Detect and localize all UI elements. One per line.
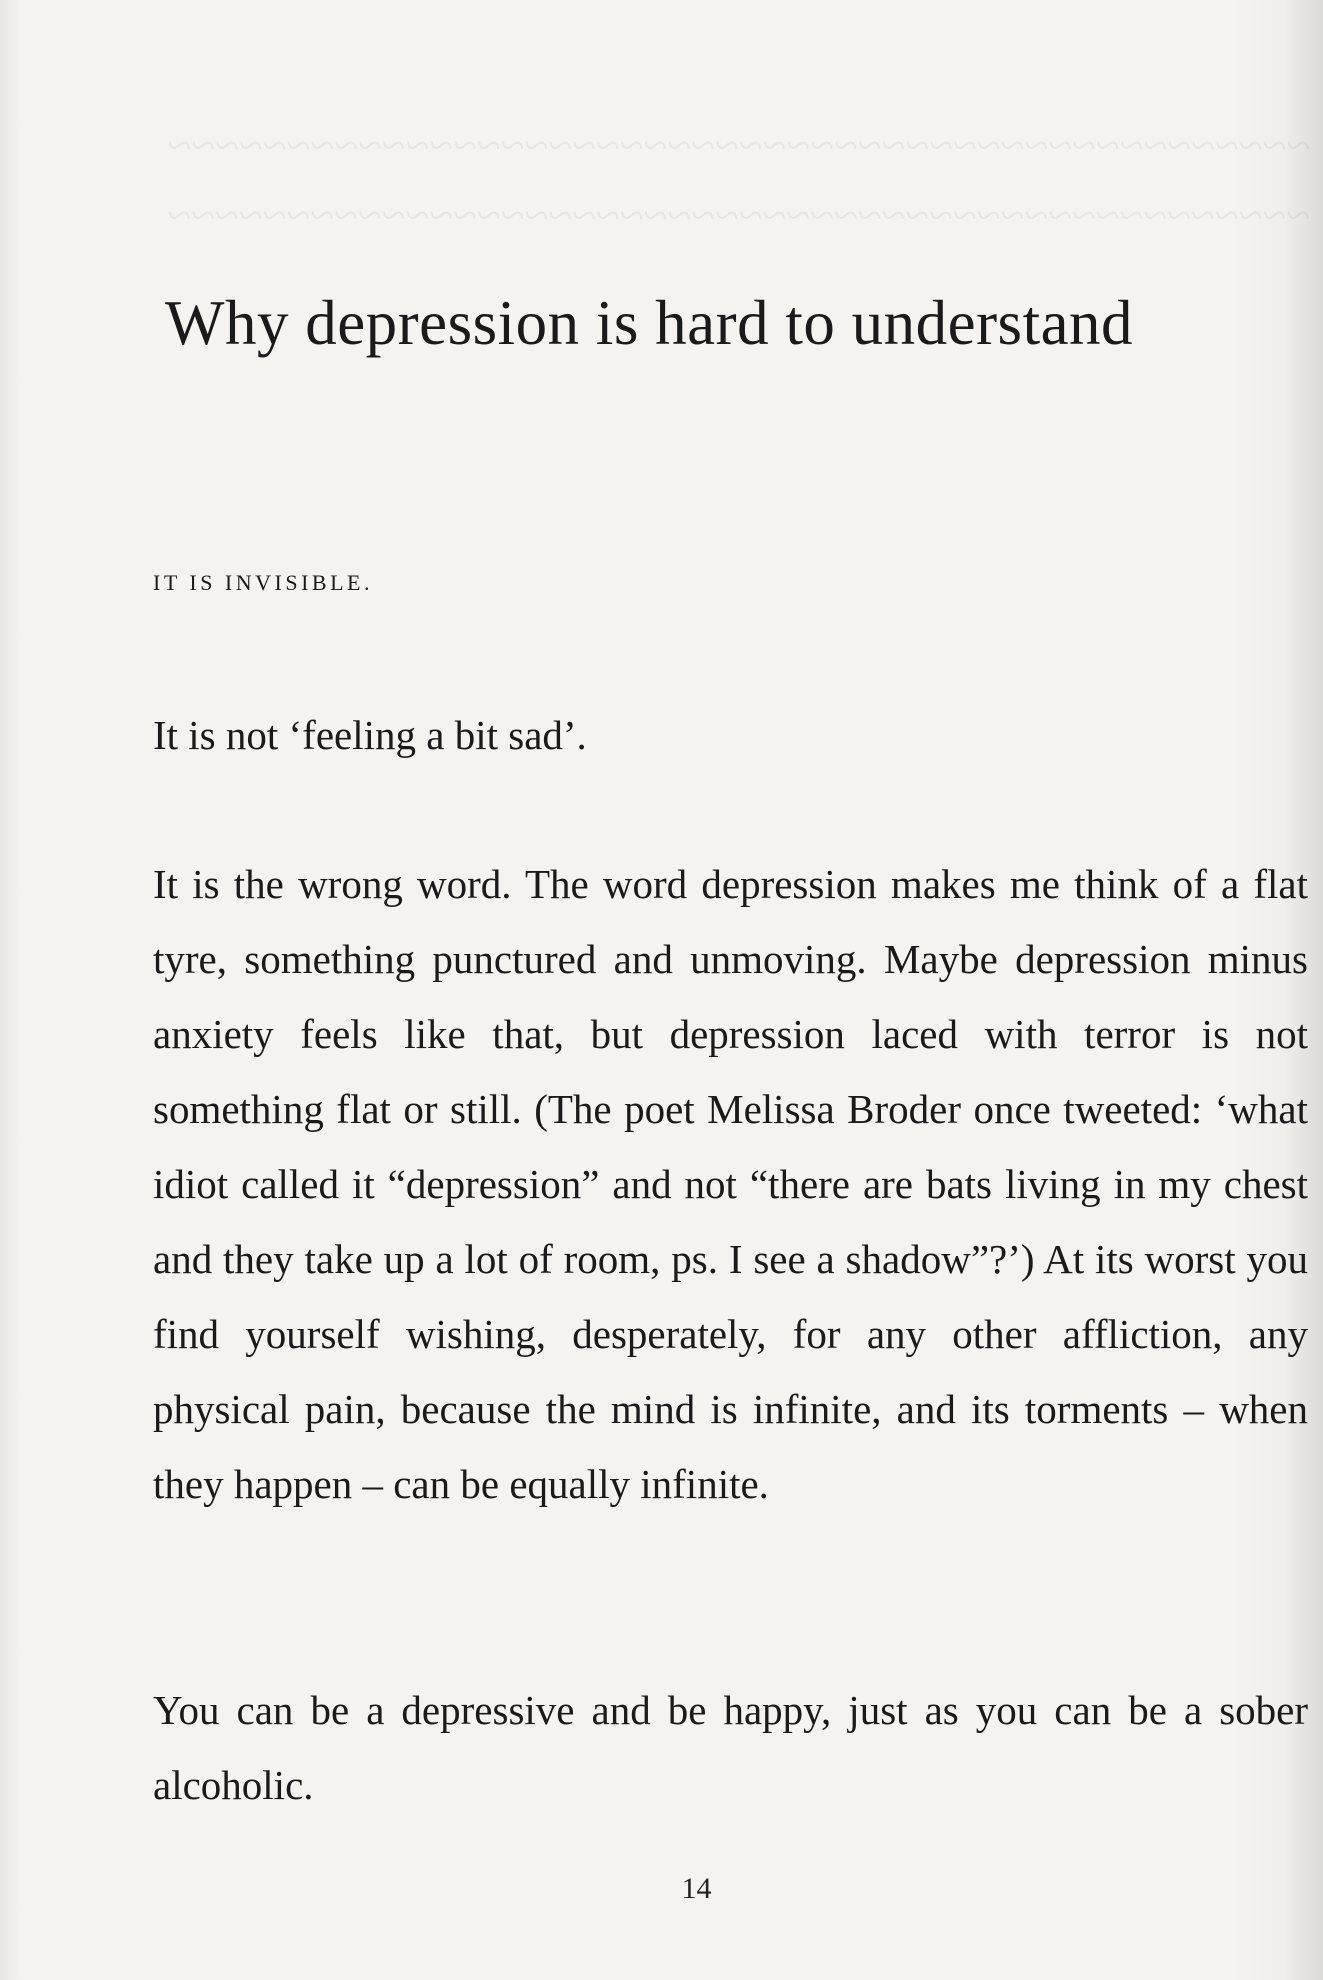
chapter-title: Why depression is hard to understand [165,288,1134,358]
paragraph-1: It is not ‘feeling a bit sad’. [153,712,587,758]
show-through-decoration: ~~~~~~~~~~~~~~~~~~~~~~~~~~~~~~~~~~~~~~~~~~~~~~~~ [167,191,1310,240]
paragraph-3: You can be a depressive and be happy, just as you can be a sober alcoholic. [153,1687,1308,1808]
page-number-container [0,1872,1323,1906]
paragraph-2: It is the wrong word. The word depression makes me think of a flat tyre, something punctured and unmoving. Maybe depression minus anxiety feels like that, but depression laced with terror is not something flat or still. (The poet Melissa Broder once tweeted: ‘what idiot called it “depression” and not “there are bats living in my chest and they take up a lot of room, ps. I see a shadow”?’) At its worst you find yourself wishing, desperately, for any other affliction, any physical pain, because the mind is infinite, and its torments – when they happen – can be equally infinite. [153,861,1308,1507]
section-heading: IT IS INVISIBLE. [153,570,373,595]
page-number: 14 [681,1872,712,1905]
show-through-decoration: ~~~~~~~~~~~~~~~~~~~~~~~~~~~~~~~~~~~~~~~~~~~~~~~~ [167,121,1310,170]
